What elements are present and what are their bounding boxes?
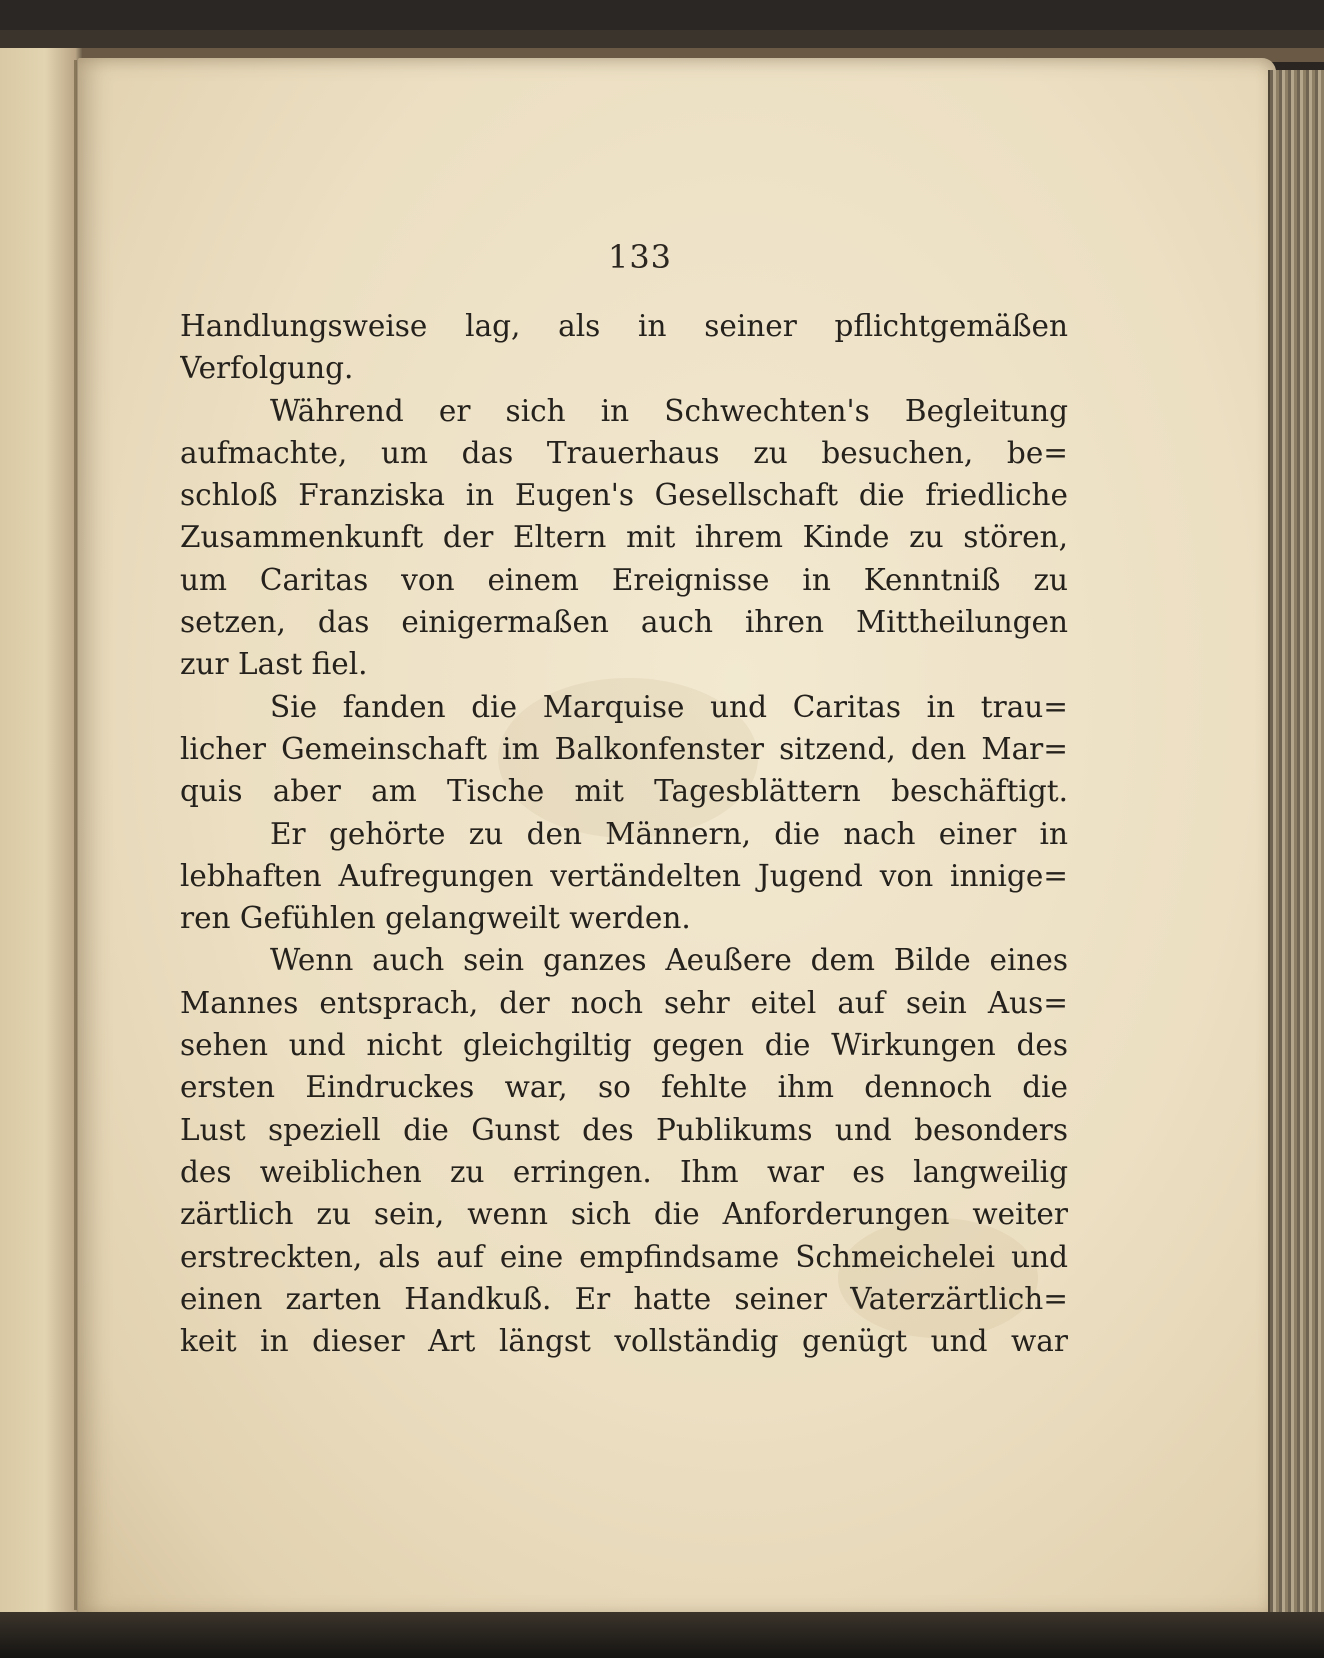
text-line: um Caritas von einem Ereignisse in Kenntniß zu xyxy=(180,562,1068,597)
text-line: keit in dieser Art längst vollständig genügt und war xyxy=(180,1324,1068,1359)
text-line: zur Last fiel. xyxy=(180,647,368,682)
text-line: Zusammenkunft der Eltern mit ihrem Kinde zu stören, xyxy=(180,520,1068,555)
text-line: des weiblichen zu erringen. Ihm war es langweilig xyxy=(180,1154,1068,1189)
text-line: erstreckten, als auf eine empfindsame Schmeichelei und xyxy=(180,1239,1068,1274)
text-line: zärtlich zu sein, wenn sich die Anforderungen weiter xyxy=(180,1197,1068,1232)
text-line: Wenn auch sein ganzes Aeußere dem Bilde eines xyxy=(270,943,1068,978)
text-line: Er gehörte zu den Männern, die nach einer in xyxy=(270,816,1068,851)
page-number: 133 xyxy=(607,238,673,276)
text-line: ersten Eindruckes war, so fehlte ihm dennoch die xyxy=(180,1070,1068,1105)
facing-page-edge xyxy=(0,48,82,1623)
text-line: licher Gemeinschaft im Balkonfenster sitzend, den Mar= xyxy=(180,731,1068,766)
text-line: aufmachte, um das Trauerhaus zu besuchen, be= xyxy=(180,435,1068,470)
body-text xyxy=(180,305,1068,1362)
text-line: Während er sich in Schwechten's Begleitung xyxy=(270,393,1068,428)
text-line: Sie fanden die Marquise und Caritas in trau= xyxy=(270,689,1068,724)
book-cover-bottom xyxy=(0,1612,1324,1658)
text-line: Verfolgung. xyxy=(180,351,354,386)
text-line: einen zarten Handkuß. Er hatte seiner Vaterzärtlich= xyxy=(180,1281,1068,1316)
text-line: ren Gefühlen gelangweilt werden. xyxy=(180,901,691,936)
text-line: Lust speziell die Gunst des Publikums und besonders xyxy=(180,1112,1068,1147)
text-line: setzen, das einigermaßen auch ihren Mittheilungen xyxy=(180,605,1068,640)
text-line: Handlungsweise lag, als in seiner pflichtgemäßen xyxy=(180,309,1068,343)
text-line: schloß Franziska in Eugen's Gesellschaft die friedliche xyxy=(180,478,1068,513)
text-line: sehen und nicht gleichgiltig gegen die Wirkungen des xyxy=(180,1028,1068,1063)
text-line: Mannes entsprach, der noch sehr eitel auf sein Aus= xyxy=(180,985,1068,1020)
page-fore-edge xyxy=(1268,70,1324,1630)
text-line: lebhaften Aufregungen vertändelten Jugend von innige= xyxy=(180,858,1068,893)
gutter-line xyxy=(74,60,77,1610)
text-line: quis aber am Tische mit Tagesblättern beschäftigt. xyxy=(180,774,1068,809)
